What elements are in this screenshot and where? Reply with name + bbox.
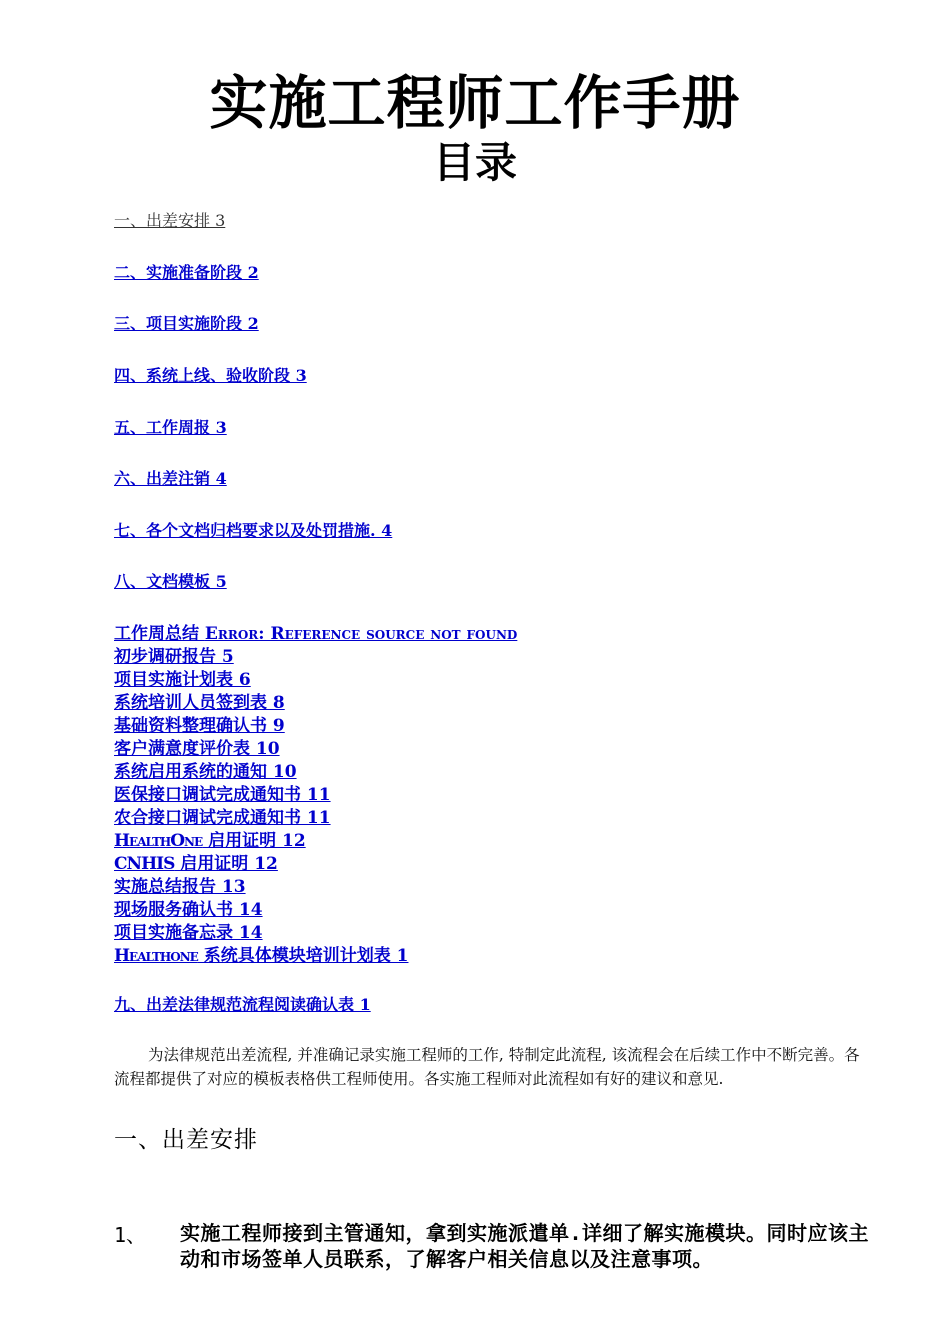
toc-link-preparation-stage[interactable]: 二、实施准备阶段 2 xyxy=(114,263,259,282)
step-number: 1、 xyxy=(114,1223,147,1247)
intro-paragraph: 为法律规范出差流程, 并准确记录实施工程师的工作, 特制定此流程, 该流程会在后续工作中不断完善。各流程都提供了对应的模板表格供工程师使用。各实施工程师对此流程如有好的建议和意见. xyxy=(114,1046,860,1088)
toc-link-implementation-memo[interactable]: 项目实施备忘录 14 xyxy=(114,923,263,943)
toc-link-travel-cancellation[interactable]: 六、出差注销 4 xyxy=(114,469,227,488)
document-title: 实施工程师工作手册 xyxy=(209,69,741,137)
toc-heading: 目录 xyxy=(432,138,517,187)
toc-link-cnhis-activation[interactable]: CNHIS 启用证明 12 xyxy=(114,854,278,874)
toc-link-system-activation-notice[interactable]: 系统启用系统的通知 10 xyxy=(114,762,297,782)
toc-link-customer-satisfaction[interactable]: 客户满意度评价表 10 xyxy=(114,739,280,759)
section-heading-travel-arrangement: 一、出差安排 xyxy=(114,1127,258,1153)
toc-link-medical-insurance-interface[interactable]: 医保接口调试完成通知书 11 xyxy=(114,785,331,805)
toc-link-travel-arrangement[interactable]: 一、出差安排 3 xyxy=(114,211,226,230)
toc-link-onsite-service-confirmation[interactable]: 现场服务确认书 14 xyxy=(114,900,263,920)
toc-link-implementation-stage[interactable]: 三、项目实施阶段 2 xyxy=(114,314,259,333)
toc-link-weekly-report[interactable]: 五、工作周报 3 xyxy=(114,418,227,437)
toc-link-implementation-plan[interactable]: 项目实施计划表 6 xyxy=(114,670,251,690)
toc-link-healthone-activation[interactable]: HealthOne 启用证明 12 xyxy=(114,831,306,851)
toc-link-archiving-requirements[interactable]: 七、各个文档归档要求以及处罚措施. 4 xyxy=(114,521,393,540)
toc-link-document-templates[interactable]: 八、文档模板 5 xyxy=(114,572,227,591)
toc-link-weekly-summary[interactable]: 工作周总结 Error: Reference source not found xyxy=(114,624,518,644)
toc-link-training-signin-sheet[interactable]: 系统培训人员签到表 8 xyxy=(114,693,285,713)
toc-link-go-live-acceptance[interactable]: 四、系统上线、验收阶段 3 xyxy=(114,366,307,385)
toc-link-rural-cooperative-interface[interactable]: 农合接口调试完成通知书 11 xyxy=(114,808,331,828)
toc-link-implementation-summary[interactable]: 实施总结报告 13 xyxy=(114,877,246,897)
toc-link-travel-law-confirmation[interactable]: 九、出差法律规范流程阅读确认表 1 xyxy=(114,995,371,1014)
step-text: 实施工程师接到主管通知，拿到实施派遣单.详细了解实施模块。同时应该主动和市场签单人员联系，了解客户相关信息以及注意事项。 xyxy=(180,1221,870,1271)
toc-link-base-data-confirmation[interactable]: 基础资料整理确认书 9 xyxy=(114,716,285,736)
toc-link-module-training-plan[interactable]: Healthone 系统具体模块培训计划表 1 xyxy=(114,946,409,966)
toc-link-initial-survey-report[interactable]: 初步调研报告 5 xyxy=(114,647,234,667)
